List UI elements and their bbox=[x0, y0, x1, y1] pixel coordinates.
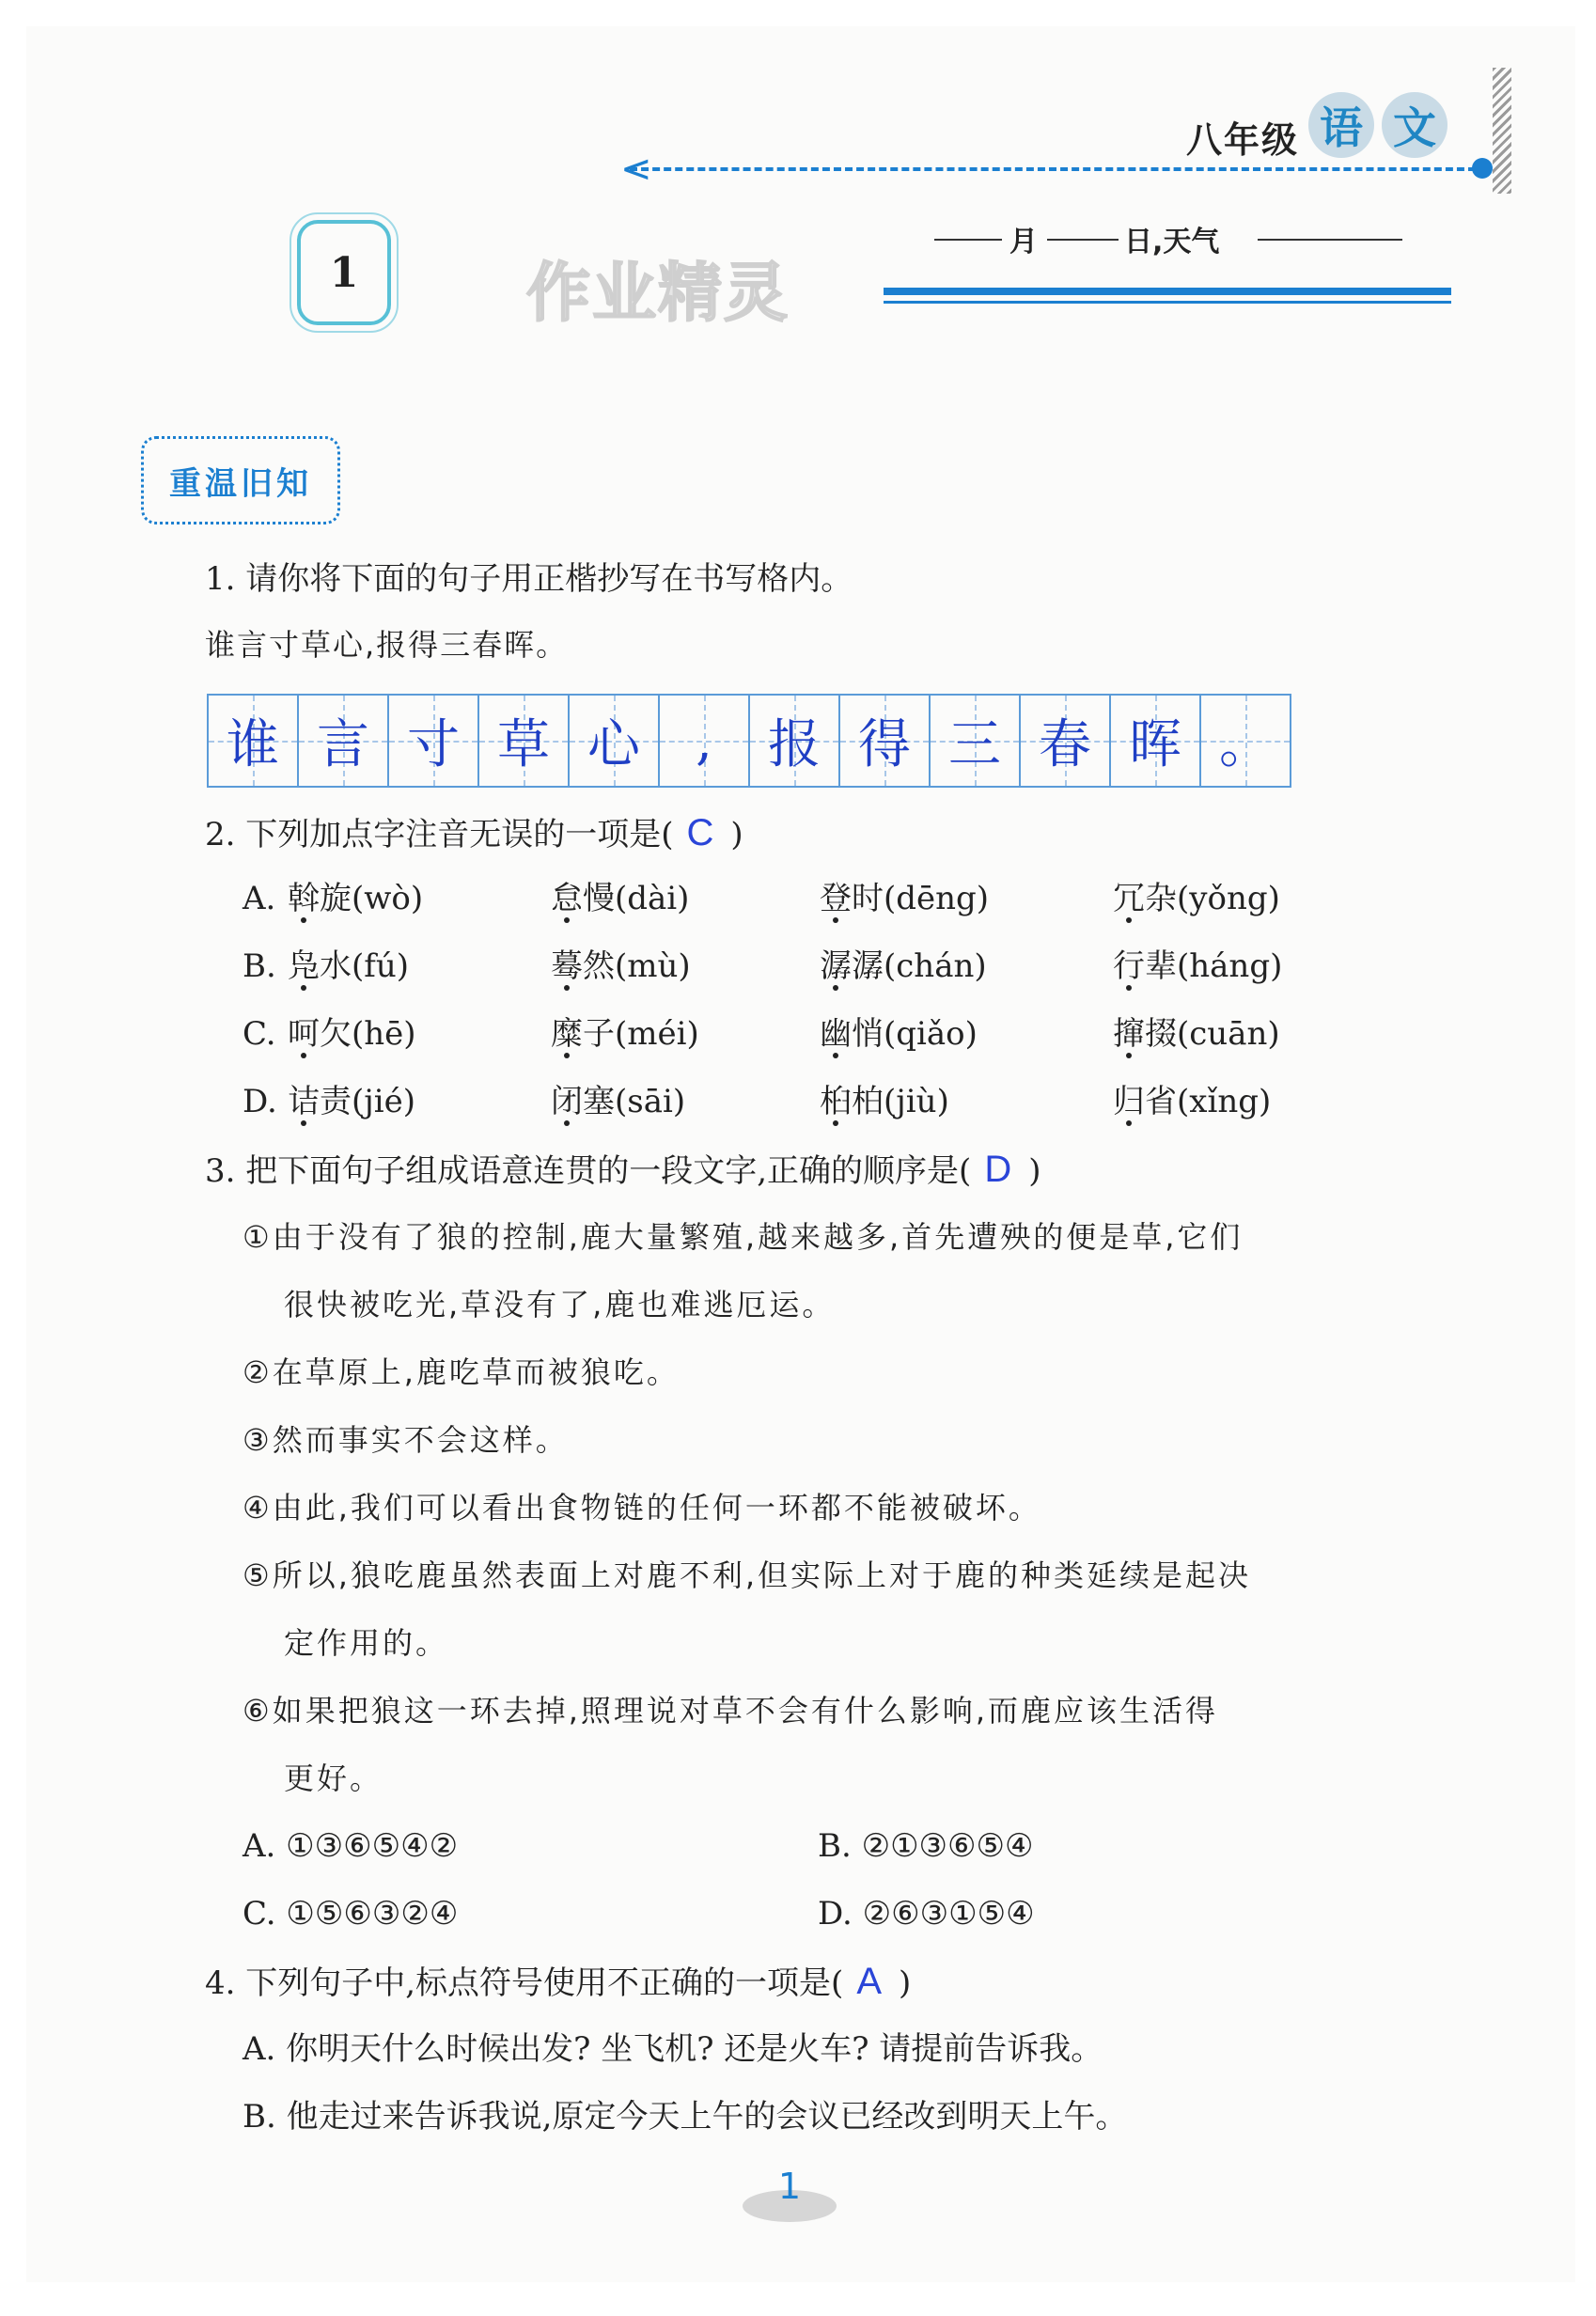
q3-line: ①由于没有了狼的控制,鹿大量繁殖,越来越多,首先遭殃的便是草,它们 bbox=[243, 1219, 1244, 1255]
writing-grid bbox=[207, 694, 1291, 788]
grid-cell: 晖 bbox=[1111, 696, 1201, 786]
q3-line: 更好。 bbox=[284, 1760, 383, 1796]
day-blank bbox=[1047, 239, 1119, 241]
q2-item: 归省(xǐng) bbox=[1113, 1083, 1272, 1120]
q2-option-letter: C. bbox=[243, 1015, 276, 1053]
q2-item: 闭塞(sāi) bbox=[551, 1083, 686, 1120]
subject-char-1: 语 bbox=[1308, 92, 1374, 158]
grid-cell: 言 bbox=[299, 696, 389, 786]
q2-option-letter: A. bbox=[243, 880, 276, 917]
grid-cell: , bbox=[660, 696, 750, 786]
grid-cell: 心 bbox=[570, 696, 660, 786]
watermark: 作业精灵 bbox=[526, 257, 790, 331]
q2-option-letter: B. bbox=[243, 947, 276, 985]
q3-line: 定作用的。 bbox=[284, 1625, 449, 1661]
q4-option: A. 你明天什么时候出发? 坐飞机? 还是火车? 请提前告诉我。 bbox=[243, 2030, 1103, 2068]
page-number: 1 bbox=[777, 2166, 802, 2207]
q2-item: 凫水(fú) bbox=[288, 947, 410, 985]
q3-line: ⑤所以,狼吃鹿虽然表面上对鹿不利,但实际上对于鹿的种类延续是起决 bbox=[243, 1557, 1252, 1593]
lesson-number: 1 bbox=[297, 220, 391, 325]
q2-item: 蓦然(mù) bbox=[551, 947, 691, 985]
q1-sentence: 谁言寸草心,报得三春晖。 bbox=[205, 627, 569, 663]
grid-cell: 春 bbox=[1021, 696, 1111, 786]
q1-prompt: 1. 请你将下面的句子用正楷抄写在书写格内。 bbox=[205, 560, 853, 598]
q3-line: ④由此,我们可以看出食物链的任何一环都不能被破坏。 bbox=[243, 1490, 1041, 1526]
q3-answer: D bbox=[984, 1149, 1012, 1190]
q2-item: 呵欠(hē) bbox=[288, 1015, 416, 1053]
q3-line: ③然而事实不会这样。 bbox=[243, 1422, 569, 1458]
q2-item: 登时(dēng) bbox=[820, 880, 990, 917]
arrow-left-icon: < bbox=[620, 148, 652, 191]
q2-item: 潺潺(chán) bbox=[820, 947, 987, 985]
q4-answer: A bbox=[856, 1961, 883, 2002]
q3-line: ⑥如果把狼这一环去掉,照理说对草不会有什么影响,而鹿应该生活得 bbox=[243, 1693, 1219, 1729]
grid-cell: 寸 bbox=[389, 696, 479, 786]
q2-item: 斡旋(wò) bbox=[288, 880, 424, 917]
grid-cell: 草 bbox=[479, 696, 570, 786]
section-title: 重温旧知 bbox=[141, 436, 340, 524]
q2-prompt: 2. 下列加点字注音无误的一项是( C ) bbox=[205, 812, 743, 853]
q2-option-letter: D. bbox=[243, 1083, 277, 1120]
q3-option: D. ②⑥③①⑤④ bbox=[818, 1895, 1035, 1933]
q2-item: 怠慢(dài) bbox=[551, 880, 690, 917]
q2-item: 桕柏(jiù) bbox=[820, 1083, 949, 1120]
grade-label: 八年级 bbox=[1186, 119, 1300, 161]
grid-cell: 三 bbox=[931, 696, 1021, 786]
q3-option: C. ①⑤⑥③②④ bbox=[243, 1895, 459, 1933]
q2-item: 撺掇(cuān) bbox=[1113, 1015, 1280, 1053]
header-blue-bar bbox=[884, 288, 1451, 295]
grid-cell: 。 bbox=[1201, 696, 1290, 786]
header-dashed-line bbox=[630, 167, 1476, 171]
q2-item: 糜子(méi) bbox=[551, 1015, 699, 1053]
weather-blank bbox=[1258, 239, 1402, 241]
q3-option: A. ①③⑥⑤④② bbox=[243, 1827, 459, 1865]
decorative-stripes bbox=[1493, 68, 1511, 194]
grid-cell: 报 bbox=[750, 696, 840, 786]
q3-line: ②在草原上,鹿吃草而被狼吃。 bbox=[243, 1354, 680, 1390]
q2-item: 行辈(háng) bbox=[1113, 947, 1283, 985]
grid-cell: 谁 bbox=[209, 696, 299, 786]
q2-answer: C bbox=[686, 812, 714, 853]
header-blue-bar-thin bbox=[884, 301, 1451, 304]
q4-prompt: 4. 下列句子中,标点符号使用不正确的一项是( A ) bbox=[205, 1961, 912, 2002]
q4-option: B. 他走过来告诉我说,原定今天上午的会议已经改到明天上午。 bbox=[243, 2098, 1128, 2136]
q3-line: 很快被吃光,草没有了,鹿也难逃厄运。 bbox=[284, 1287, 836, 1322]
day-weather-label: 日,天气 bbox=[1124, 226, 1220, 258]
q3-option: B. ②①③⑥⑤④ bbox=[818, 1827, 1034, 1865]
q2-item: 诘责(jié) bbox=[288, 1083, 416, 1120]
header-dot-icon bbox=[1472, 158, 1493, 179]
month-label: 月 bbox=[1009, 226, 1038, 258]
grid-cell: 得 bbox=[840, 696, 931, 786]
q2-item: 幽悄(qiǎo) bbox=[820, 1015, 978, 1053]
q3-prompt: 3. 把下面句子组成语意连贯的一段文字,正确的顺序是( D ) bbox=[205, 1149, 1041, 1190]
subject-char-2: 文 bbox=[1382, 92, 1447, 158]
month-blank bbox=[934, 239, 1002, 241]
q2-item: 冗杂(yǒng) bbox=[1113, 880, 1280, 917]
